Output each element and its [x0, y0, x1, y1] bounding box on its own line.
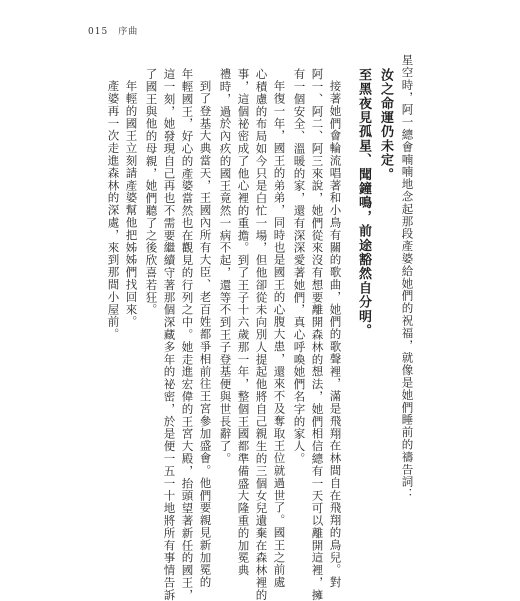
page-number: 015 [88, 27, 109, 37]
text-column: 心積慮的布局如今只是白忙一場，但他卻從未向別人提起他將自己親生的三個女兒遺棄在森林裡的 [254, 68, 269, 601]
poem-line: 汝之命運仍未定。 [378, 68, 393, 182]
text-column: 產婆再一次走進森林的深處，來到那間小屋前。 [106, 80, 121, 341]
text-column: 事，這個祕密成了他心裡的重擔。到了王子十六歲那一年，整個王國都準備盛大隆重的加冕典 [236, 68, 251, 577]
text-column: 年復一年，國王的弟弟，同時也是國王的心腹大患，還來不及奪取王位就過世了。國王之前處 [272, 80, 287, 589]
text-column: 接著她們會輪流唱著和小鳥有關的歌曲，她們的歌聲裡，滿是飛翔在林間自在飛翔的鳥兒。對 [328, 80, 343, 589]
text-column: 這一刻，她發現自己再也不需要繼續守著那個深藏多年的祕密，於是便一五一十地將所有事情告訴 [162, 68, 177, 601]
text-column: 星空時，阿一總會喃喃地念起那段產婆給她們的祝福，就像是她們睡前的禱告詞： [400, 54, 415, 501]
chapter-title: 序曲 [118, 27, 139, 37]
text-column: 了國王與他的母親，她們聽了之後欣喜若狂。 [144, 68, 159, 316]
text-column: 年輕的國王立刻請產婆幫他把姊姊們找回來。 [124, 80, 139, 328]
text-column: 阿一、阿二、阿三來說，她們從來沒有想要離開森林的想法，她們相信總有一天可以離開這裡，擁 [310, 68, 325, 601]
text-column: 禮時，過於內疚的國王竟然一病不起，還等不到王子登基便與世長辭了。 [218, 68, 233, 465]
running-header [88, 24, 138, 37]
poem-line: 至黑夜見孤星、聞鐘鳴，前途豁然自分明。 [356, 68, 371, 338]
text-column: 到了登基大典當天，王國內所有大臣、老百姓都爭相前往王宮參加盛會。他們要親見新加冕的 [198, 80, 213, 589]
text-column: 年輕國王，好心的產婆當然也在觀見的行列之中。她走進宏偉的王宮大殿，抬頭望著新任的國王， [180, 68, 195, 601]
text-column: 有一個安全、溫暖的家，還有深深愛著她們，真心呼喚她們名字的家人。 [292, 68, 307, 465]
